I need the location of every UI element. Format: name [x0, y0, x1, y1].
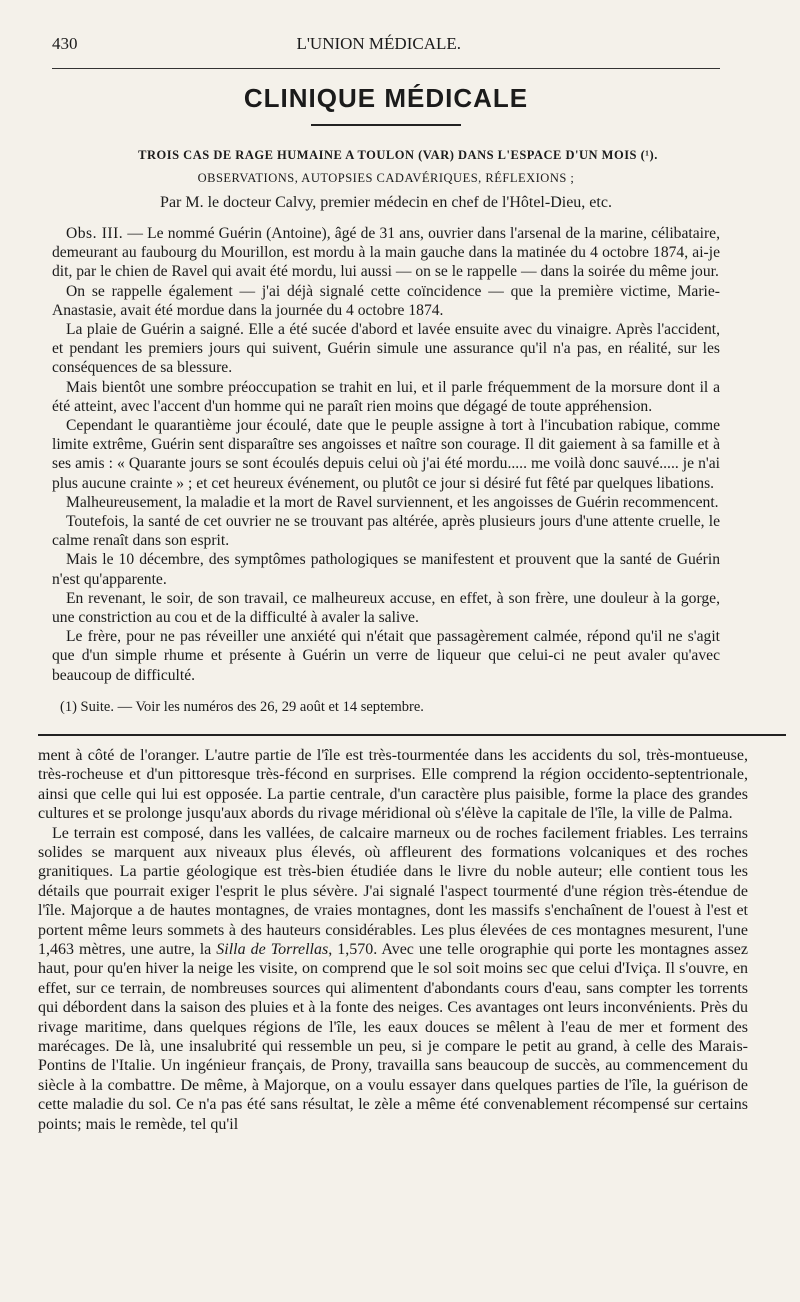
page-number: 430	[52, 34, 78, 53]
rubric-rule	[311, 124, 461, 126]
paragraph: ment à côté de l'oranger. L'autre partie de l'île est très-tourmentée dans les accidents du sol, très-montueuse, très-rocheuse et d'un pittoresque très-fécond en surprises. Elle comprend la région occidento-septentrionale, ainsi que celle qui lui est opposée. La partie centrale, d'un caractère plus paisible, forme la place des grandes cultures et se prolonge jusqu'aux abords du rivage méridional où s'élève la capitale de l'île, la ville de Palma.	[38, 746, 748, 823]
paragraph: Malheureusement, la maladie et la mort de Ravel surviennent, et les angoisses de Guérin recommencent.	[66, 493, 719, 511]
running-head	[52, 34, 720, 60]
paragraph: La plaie de Guérin a saigné. Elle a été sucée d'abord et lavée ensuite avec du vinaigre. Après l'accident, et pendant les premiers jours qui suivent, Guérin simule une assurance qu'il n'a pas, en réalité, sur les conséquences de sa blessure.	[52, 321, 720, 377]
section-rubric: CLINIQUE MÉDICALE	[243, 83, 529, 113]
paragraph: Mais bientôt une sombre préoccupation se trahit en lui, et il parle fréquemment de la morsure dont il a été atteint, avec l'accent d'un homme qui ne paraît rien moins que dégagé de toute appréhension.	[52, 378, 720, 415]
paragraph: Le terrain est composé, dans les vallées, de calcaire marneux ou de roches facilement friables. Les terrains solides se marquent aux niveaux plus élevés, où affleurent des formations volcaniques et des roches granitiques. La partie géologique est très-bien étudiée dans le livre du noble auteur; elle contient tous les détails que pourrait exiger l'esprit le plus sévère. J'ai signalé l'aspect tourmenté d'une région très-étendue de l'île. Majorque a de hautes montagnes, de vraies montagnes, dont les massifs s'enchaînent de l'ouest à l'est et portent même leurs sommets à des hauteurs considérables. Les plus élevées de ces montagnes mesurent, l'une 1,463 mètres, une autre, la Silla de Torrellas, 1,570. Avec une telle orographie qui porte les montagnes assez haut, pour qu'en hiver la neige les visite, on comprend que le sol soit moins sec que celui d'Iviça. Il s'ouvre, en effet, sur ce terrain, de nombreuses sources qui alimentent d'abondants cours d'eau, sans compter les torrents qui débordent dans la saison des pluies et à la fonte des neiges. Ces avantages ont leurs inconvénients. Près du rivage maritime, dans quelques régions de l'île, les eaux douces se mêlent à l'eau de mer et forment des marécages. De là, une insalubrité qui ressemble un peu, si je compare le petit au grand, à celle des Marais-Pontins de l'Italie. Un ingénieur français, de Prony, travailla sans beaucoup de succès, au commencement du siècle à la combattre. De même, à Majorque, on a voulu essayer dans quelques parties de l'île, la guérison de cette maladie du sol. Ce n'a pas été sans résultat, le zèle a même été convenablement récompensé sur certains points; mais le remède, tel qu'il	[38, 824, 748, 1133]
article-subtitle: OBSERVATIONS, AUTOPSIES CADAVÉRIQUES, RÉFLEXIONS ;	[197, 171, 575, 185]
paragraph: On se rappelle également — j'ai déjà signalé cette coïncidence — que la première victime, Marie-Anastasie, avait été mordue dans la journée du 4 octobre 1874.	[52, 282, 720, 319]
footnote: (1) Suite. — Voir les numéros des 26, 29 août et 14 septembre.	[60, 698, 424, 715]
byline: Par M. le docteur Calvy, premier médecin en chef de l'Hôtel-Dieu, etc.	[160, 194, 612, 211]
journal-title: L'UNION MÉDICALE.	[296, 34, 462, 53]
article-body	[52, 224, 720, 685]
paragraph: Le frère, pour ne pas réveiller une anxiété qui n'était que passagèrement calmée, répond qu'il ne s'agit que d'un simple rhume et présente à Guérin un verre de liqueur que celui-ci ne peut avaler qu'avec beaucoup de difficulté.	[52, 628, 720, 684]
paragraph: Obs. III. — Le nommé Guérin (Antoine), âgé de 31 ans, ouvrier dans l'arsenal de la marine, célibataire, demeurant au faubourg du Mourillon, est mordu à la main gauche dans la matinée du 4 octobre 1874, ai-je dit, par le chien de Ravel qui avait été mordu, lui aussi — on se le rappelle — dans la soirée du même jour.	[52, 225, 720, 281]
place-name: Silla de Torrellas	[216, 940, 329, 958]
feuilleton-separator	[38, 734, 786, 736]
paragraph: Mais le 10 décembre, des symptômes pathologiques se manifestent et prouvent que la santé de Guérin n'est qu'apparente.	[52, 551, 720, 588]
observation-label: Obs. III.	[66, 225, 124, 242]
paragraph: Toutefois, la santé de cet ouvrier ne se trouvant pas altérée, après plusieurs jours d'une attente cruelle, le calme renaît dans son esprit.	[52, 513, 720, 550]
page	[38, 34, 748, 1134]
paragraph: Cependant le quarantième jour écoulé, date que le peuple assigne à tort à l'incubation rabique, comme limite extrême, Guérin sent disparaître ses angoisses et naître son courage. Il dit gaiement à sa famille et à ses amis : « Quarante jours se sont écoulés depuis celui où j'ai été mordu..... me voilà donc sauvé..... je n'ai plus aucune crainte » ; et cet heureux événement, ou plutôt ce jour si désiré fut fêté par quelques libations.	[52, 417, 720, 492]
header-rule	[52, 68, 720, 69]
feuilleton-body	[38, 746, 748, 1134]
paragraph: En revenant, le soir, de son travail, ce malheureux accuse, en effet, à son frère, une douleur à la gorge, une constriction au cou et de la difficulté à avaler la salive.	[52, 589, 720, 627]
article-title: TROIS CAS DE RAGE HUMAINE A TOULON (VAR) DANS L'ESPACE D'UN MOIS (¹).	[138, 148, 658, 162]
